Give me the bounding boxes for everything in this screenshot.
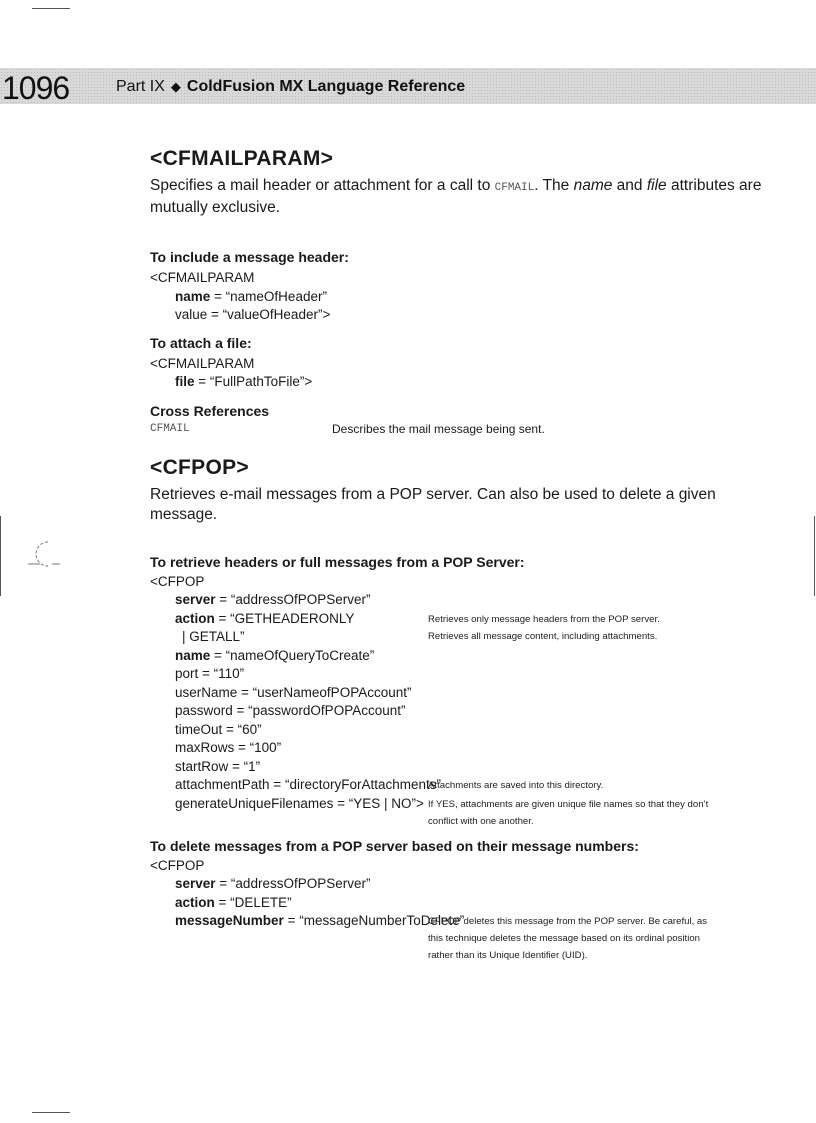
code-line: <CFPOP xyxy=(150,857,205,873)
desc-text: attributes are mutually exclusive. xyxy=(150,177,762,216)
code-line: messageNumber = “messageNumberToDelete” xyxy=(175,913,465,928)
desc-code: CFMAIL xyxy=(494,182,535,194)
code-line: name = “nameOfHeader” xyxy=(175,288,327,304)
cfmailparam-heading: <CFMAILPARAM> xyxy=(150,147,334,170)
page-content xyxy=(150,146,770,972)
code-line: <CFPOP xyxy=(150,573,205,589)
code-note: If YES, attachments are given unique file names so that they don’t conflict with one another. xyxy=(428,798,709,827)
running-head xyxy=(116,76,465,98)
crop-mark-bottom xyxy=(32,1112,70,1113)
page-number: 1096 xyxy=(2,70,70,106)
code-line: action = “DELETE” xyxy=(175,894,292,910)
code-line: port = “110” xyxy=(175,666,245,681)
code-line: name = “nameOfQueryToCreate” xyxy=(175,647,375,663)
retrieve-title: To retrieve headers or full messages from a POP Server: xyxy=(150,553,525,570)
part-label: Part IX xyxy=(116,78,165,95)
code-note: CFPOP deletes this message from the POP server. Be careful, as this technique deletes the message based on its ordinal position rather than its Unique Identifier (UID). xyxy=(428,916,708,961)
cfmailparam-description xyxy=(150,176,770,218)
code-line: attachmentPath = “directoryForAttachments” xyxy=(175,777,441,792)
desc-text: . The xyxy=(534,177,574,194)
cross-reference-row xyxy=(150,421,770,439)
delete-code xyxy=(150,857,770,973)
diamond-icon: ◆ xyxy=(170,79,181,94)
code-note: Retrieves only message headers from the POP server. xyxy=(428,613,660,625)
crop-mark-left xyxy=(0,516,1,596)
crop-mark-right xyxy=(814,516,815,596)
attach-file-title: To attach a file: xyxy=(150,334,252,351)
code-note: Retrieves all message content, including attachments. xyxy=(428,631,658,642)
desc-text: and xyxy=(612,177,647,194)
code-note: Attachments are saved into this directory. xyxy=(428,780,604,791)
registration-mark-icon xyxy=(18,520,82,584)
xref-key: CFMAIL xyxy=(150,422,190,435)
desc-text: Specifies a mail header or attachment for a call to xyxy=(150,177,495,194)
code-line: file = “FullPathToFile”> xyxy=(175,374,313,389)
desc-italic: file xyxy=(646,177,667,194)
code-line: <CFMAILPARAM xyxy=(150,270,255,285)
desc-italic: name xyxy=(573,177,613,194)
include-header-code xyxy=(150,269,770,325)
cfpop-heading: <CFPOP> xyxy=(150,455,249,479)
code-line: maxRows = “100” xyxy=(175,740,282,755)
code-line: server = “addressOfPOPServer” xyxy=(175,876,371,891)
code-line: userName = “userNameofPOPAccount” xyxy=(175,684,412,700)
cross-references-title: Cross References xyxy=(150,402,270,419)
code-line: generateUniqueFilenames = “YES | NO”> xyxy=(175,795,424,811)
code-line: <CFMAILPARAM xyxy=(150,355,255,371)
include-header-title: To include a message header: xyxy=(150,249,349,265)
code-line: action = “GETHEADERONLY xyxy=(175,610,355,626)
cfpop-description: Retrieves e-mail messages from a POP server. Can also be used to delete a given message. xyxy=(150,485,716,523)
code-line: startRow = “1” xyxy=(175,758,261,774)
xref-value: Describes the mail message being sent. xyxy=(332,421,545,436)
code-line: server = “addressOfPOPServer” xyxy=(175,592,371,607)
retrieve-code xyxy=(150,573,770,833)
code-line: password = “passwordOfPOPAccount” xyxy=(175,703,406,718)
code-line: value = “valueOfHeader”> xyxy=(175,307,331,322)
book-title: ColdFusion MX Language Reference xyxy=(186,78,466,95)
crop-mark-top xyxy=(32,8,70,9)
code-line: timeOut = “60” xyxy=(175,721,262,737)
attach-file-code xyxy=(150,355,770,392)
delete-title: To delete messages from a POP server based on their message numbers: xyxy=(150,837,639,854)
code-line: | GETALL” xyxy=(182,629,245,644)
